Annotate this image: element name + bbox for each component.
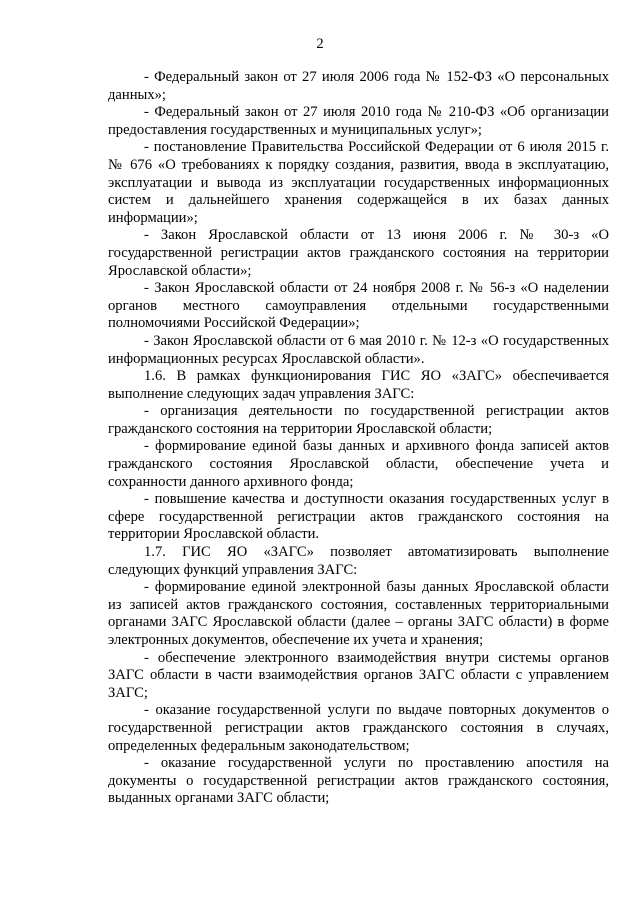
paragraph-function-apostille: - оказание государственной услуги по проставлению апостиля на документы о государственной регистрации актов гражданского состояния, выданных органами ЗАГС области; bbox=[108, 755, 609, 807]
paragraph-law-56z: - Закон Ярославской области от 24 ноября 2008 г. № 56-з «О наделении органов местного самоуправления отдельными государственными полномочиями Российской Федерации»; bbox=[108, 280, 609, 332]
paragraph-function-interaction: - обеспечение электронного взаимодействия внутри системы органов ЗАГС области в части взаимодействия органов ЗАГС области с управлением ЗАГС; bbox=[108, 649, 609, 701]
paragraph-law-152fz: - Федеральный закон от 27 июля 2006 года № 152-ФЗ «О персональных данных»; bbox=[108, 69, 609, 103]
paragraph-task-quality: - повышение качества и доступности оказания государственных услуг в сфере государственной регистрации актов гражданского состояния на территории Ярославской области. bbox=[108, 491, 609, 543]
paragraph-function-database: - формирование единой электронной базы данных Ярославской области из записей актов гражданского состояния, составленных территориальными органами ЗАГС Ярославской области (далее – органы ЗАГС области) в форме электронных документов, обеспечение их учета и хранения; bbox=[108, 579, 609, 648]
paragraph-law-12z: - Закон Ярославской области от 6 мая 2010 г. № 12-з «О государственных информационных ресурсах Ярославской области». bbox=[108, 332, 609, 367]
paragraph-resolution-676: - постановление Правительства Российской Федерации от 6 июля 2015 г. № 676 «О требованиях к порядку создания, развития, ввода в эксплуатацию, эксплуатации и вывода из эксплуатации государственных информационных систем и дальнейшего хранения содержащейся в их базах данных информации»; bbox=[108, 139, 609, 226]
page-number: 2 bbox=[316, 36, 324, 52]
document-body bbox=[108, 69, 609, 808]
paragraph-law-30z: - Закон Ярославской области от 13 июня 2006 г. № 30-з «О государственной регистрации актов гражданского состояния на территории Ярославской области»; bbox=[108, 227, 609, 279]
paragraph-law-210fz: - Федеральный закон от 27 июля 2010 года № 210-ФЗ «Об организации предоставления государственных и муниципальных услуг»; bbox=[108, 104, 609, 138]
paragraph-section-1-7: 1.7. ГИС ЯО «ЗАГС» позволяет автоматизировать выполнение следующих функций управления ЗАГС: bbox=[108, 544, 609, 578]
paragraph-section-1-6: 1.6. В рамках функционирования ГИС ЯО «ЗАГС» обеспечивается выполнение следующих задач управления ЗАГС: bbox=[108, 368, 609, 402]
paragraph-task-database: - формирование единой базы данных и архивного фонда записей актов гражданского состояния Ярославской области, обеспечение учета и сохранности данного архивного фонда; bbox=[108, 438, 609, 490]
paragraph-function-repeat-documents: - оказание государственной услуги по выдаче повторных документов о государственной регистрации актов гражданского состояния в случаях, определенных федеральным законодательством; bbox=[108, 702, 609, 754]
paragraph-task-organization: - организация деятельности по государственной регистрации актов гражданского состояния на территории Ярославской области; bbox=[108, 403, 609, 437]
